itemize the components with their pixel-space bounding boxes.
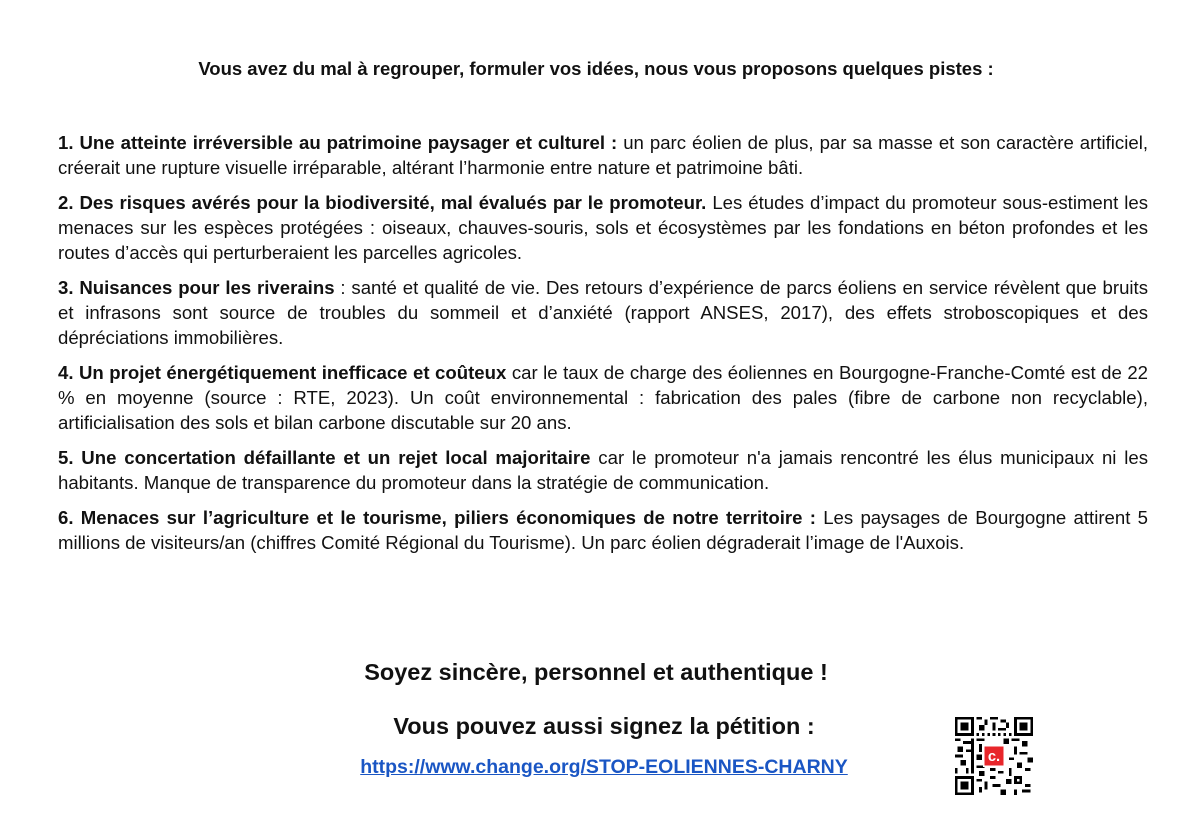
point-4 <box>58 360 1148 435</box>
point-title: 6. Menaces sur l’agriculture et le tourisme, piliers économiques de notre territoire : <box>58 507 816 528</box>
point-text: car le taux de charge des éoliennes en Bourgogne-Franche-Comté est de 22 % en moyenne (source : RTE, 2023). Un coût environnemental : fabrication des pales (fibre de carbone non recyclable), artificialisation des sols et bilan carbone discutable sur 20 ans. <box>58 362 1148 433</box>
points-list <box>58 130 1148 565</box>
point-6 <box>58 505 1148 555</box>
point-2 <box>58 190 1148 265</box>
point-title: 1. Une atteinte irréversible au patrimoine paysager et culturel : <box>58 132 618 153</box>
petition-label: Vous pouvez aussi signez la pétition : <box>393 713 815 739</box>
point-text: Les études d’impact du promoteur sous-estiment les menaces sur les espèces protégées : oiseaux, chauves-souris, sols et écosystèmes par les fondations en béton profondes et les routes d’accès qui perturberaient les parcelles agricoles. <box>58 192 1149 263</box>
point-title: 4. Un projet énergétiquement inefficace et coûteux <box>58 362 507 383</box>
point-1 <box>58 130 1148 180</box>
point-text: : santé et qualité de vie. Des retours d’expérience de parcs éoliens en service révèlent que bruits et infrasons sont source de troubles du sommeil et d’anxiété (rapport ANSES, 2017), des effets stroboscopiques et des dépréciations immobilières. <box>58 277 1149 348</box>
point-title: 5. Une concertation défaillante et un rejet local majoritaire <box>58 447 591 468</box>
point-text: Les paysages de Bourgogne attirent 5 millions de visiteurs/an (chiffres Comité Régional du Tourisme). Un parc éolien dégraderait l’image de l'Auxois. <box>58 507 1148 553</box>
qr-logo: c. <box>987 748 1001 765</box>
point-5 <box>58 445 1148 495</box>
point-text: un parc éolien de plus, par sa masse et son caractère artificiel, créerait une rupture visuelle irréparable, altérant l’harmonie entre nature et patrimoine bâti. <box>58 132 1148 178</box>
closing-message: Soyez sincère, personnel et authentique ! <box>364 659 828 685</box>
intro-heading: Vous avez du mal à regrouper, formuler vos idées, nous vous proposons quelques pistes : <box>198 58 994 79</box>
point-text: car le promoteur n'a jamais rencontré les élus municipaux ni les habitants. Manque de transparence du promoteur dans la stratégie de communication. <box>58 447 1148 493</box>
point-3 <box>58 275 1148 350</box>
point-title: 3. Nuisances pour les riverains <box>58 277 335 298</box>
petition-link[interactable]: https://www.change.org/STOP-EOLIENNES-CHARNY <box>360 756 848 778</box>
point-title: 2. Des risques avérés pour la biodiversité, mal évalués par le promoteur. <box>58 192 707 213</box>
qr-code-icon <box>955 717 1033 795</box>
